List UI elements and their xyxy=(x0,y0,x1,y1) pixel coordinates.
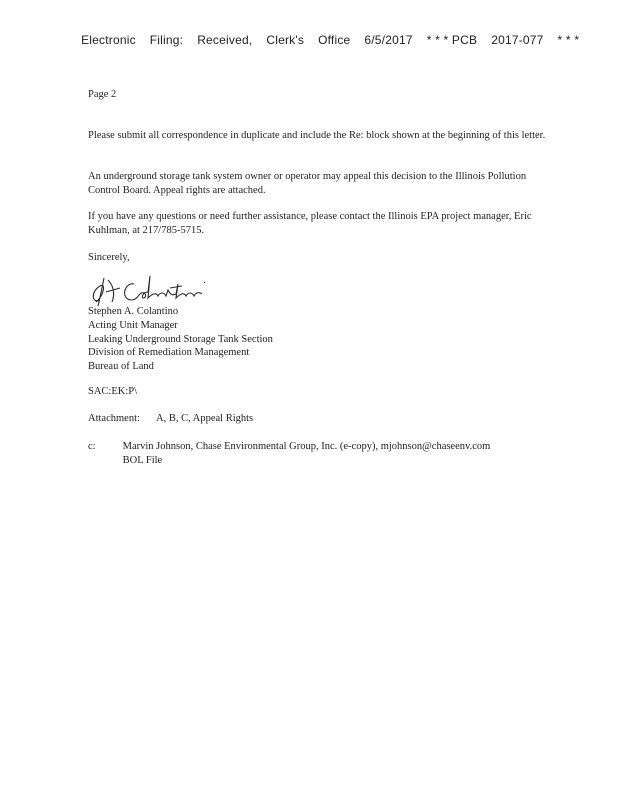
attachment-label: Attachment: xyxy=(88,413,140,424)
signature-image xyxy=(86,270,216,310)
header-part: * * * PCB xyxy=(426,33,478,47)
attachment-value: A, B, C, Appeal Rights xyxy=(156,413,254,424)
closing: Sincerely, xyxy=(88,252,130,263)
signer-section: Leaking Underground Storage Tank Section xyxy=(88,333,273,345)
correspondence-paragraph: Please submit all correspondence in duplicate and include the Re: block shown at the beginning of this letter. xyxy=(88,130,546,141)
contact-paragraph: If you have any questions or need further assistance, please contact the Illinois EPA project manager, Eric Kuhlman, at 217/785-5715. xyxy=(88,211,532,236)
signer-division: Division of Remediation Management xyxy=(88,347,250,359)
attachment-line xyxy=(88,412,253,426)
header-part: 6/5/2017 xyxy=(364,33,413,47)
signature-text: SA Colantino xyxy=(86,270,92,271)
header-part: Office xyxy=(318,33,351,47)
reference-initials: SAC:EK:P\ xyxy=(88,386,138,397)
cc-block xyxy=(88,440,490,467)
filing-header xyxy=(74,19,593,47)
header-part: 2017-077 xyxy=(491,33,544,47)
signer-bureau: Bureau of Land xyxy=(88,361,154,373)
signer-name: Stephen A. Colantino xyxy=(88,306,179,317)
header-part: * * * xyxy=(557,33,580,47)
page-label: Page 2 xyxy=(88,89,117,100)
cc-recipient: BOL File xyxy=(122,454,163,466)
header-part: Received, xyxy=(197,33,253,47)
signature-block xyxy=(88,305,273,374)
cc-recipient: Marvin Johnson, Chase Environmental Group, Inc. (e-copy), mjohnson@chaseenv.com xyxy=(122,441,491,452)
header-part: Filing: xyxy=(149,33,184,47)
signer-title: Acting Unit Manager xyxy=(88,319,178,331)
header-part: Clerk's xyxy=(266,33,305,47)
header-part: Electronic xyxy=(81,33,136,47)
appeal-paragraph: An underground storage tank system owner or operator may appeal this decision to the Illinois Pollution Control Board. Appeal rights are attached. xyxy=(88,171,527,196)
cc-label: c: xyxy=(88,441,96,452)
